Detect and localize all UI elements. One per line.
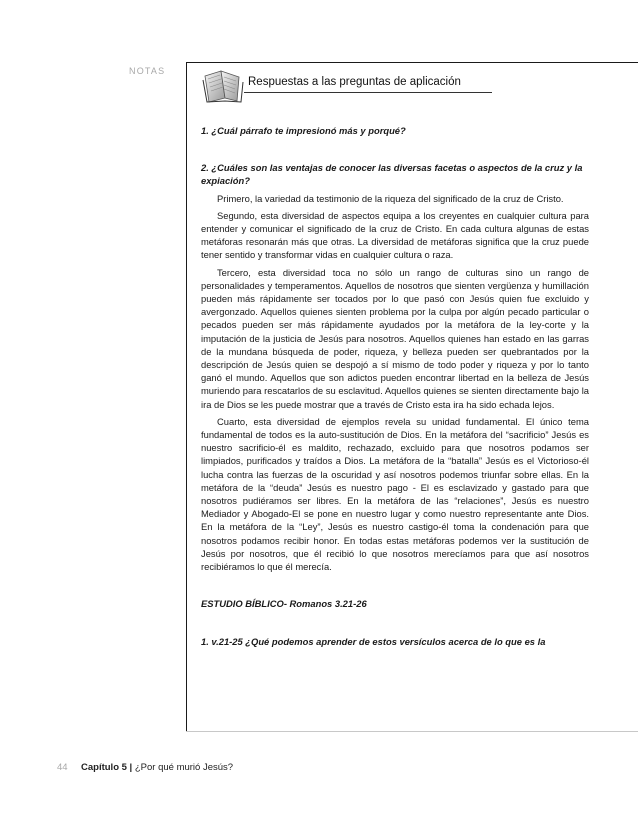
answer-paragraph-4: Cuarto, esta diversidad de ejemplos revela su unidad fundamental. El único tema fundamental de todos es la auto-sustitución de Dios. En la metáfora del “sacrificio” Jesús es nuestro sacrificio-él es maldito, rechazado, excluido para que nosotros podamos ser limpiados, purificados y traídos a Dios. La metáfora de la “batalla” Jesús es el Victorioso-él lucha contra las fuerzas de la oscuridad y así nosotros podemos triunfar sobre ellas. En la metáfora de la “deuda” Jesús es nuestro pago - El es esclavizado y gastado para que nosotros pudiéramos ser libres. En la metáfora de las “relaciones”, Jesús es nuestro Mediador y Abogado-El se pone en nuestro lugar y como nuestro representante ante Dios. En la metáfora de la “Ley”, Jesús es nuestro castigo-él toma la condenación para que nosotros podamos recibir honor. En todas estas metáforas podemos ver la sustitución de Jesús por nosotros, que él recibió lo que nosotros merecíamos para que así nosotros recibiéramos lo que él merecía.: [201, 415, 589, 573]
bible-study-heading: ESTUDIO BÍBLICO- Romanos 3.21-26: [201, 598, 367, 610]
notes-column-divider: [186, 62, 187, 731]
chapter-title: ¿Por qué murió Jesús?: [132, 762, 234, 773]
page-number: 44: [57, 762, 68, 773]
top-rule: [186, 62, 638, 63]
answer-paragraph-3: Tercero, esta diversidad toca no sólo un rango de culturas sino un rango de personalidades y temperamentos. Aquellos de nosotros que sienten vergüenza y humillación pueden más rápidamente ser tocados por lo que pasó con Jesús quien fue excluido y avergonzado. Aquellos quienes sienten problema por la culpa por algún pecado particular o pecados pueden ser más rápidamente ayudados por la metáfora de la ley-corte y la imputación de la justicia de Jesús para nosotros. Aquellos quienes han estado en las garras de la mundana búsqueda de poder, riqueza, y belleza pueden ser quebrantados por la descripción de Jesús quien se despojó a sí mismo de todo poder y riqueza y por lo tanto ganó el mundo. Aquellos que son adictos pueden encontrar libertad en la belleza de Jesús muriendo para rescatarlos de su esclavitud. Aquellos quienes se sienten directamente bajo la ira de Dios se les puede mostrar que a través de Cristo esta ira ha sido echada lejos.: [201, 266, 589, 410]
chapter-label: Capítulo 5 |: [81, 762, 133, 773]
main-content: [201, 124, 589, 648]
answer-paragraph-1: Primero, la variedad da testimonio de la riqueza del significado de la cruz de Cristo.: [217, 192, 564, 204]
bottom-rule: [186, 731, 638, 732]
answer-paragraph-2: Segundo, esta diversidad de aspectos equipa a los creyentes en cualquier cultura para entender y comunicar el significado de la cruz de Cristo. En cada cultura algunas de estas metáforas resonarán más que otras. La diversidad de metáforas significa que la cruz puede tener sentido y transformar vidas en cualquier cultura o raza.: [201, 209, 589, 261]
study-question-1: 1. v.21-25 ¿Qué podemos aprender de estos versículos acerca de lo que es la: [201, 635, 546, 647]
question-1: 1. ¿Cuál párrafo te impresionó más y porqué?: [201, 125, 406, 136]
section-heading: Respuestas a las preguntas de aplicación: [248, 76, 461, 88]
question-2: 2. ¿Cuáles son las ventajas de conocer las diversas facetas o aspectos de la cruz y la expiación?: [201, 162, 583, 187]
notes-margin-label: NOTAS: [129, 66, 166, 76]
chapter-footer: [81, 762, 233, 773]
open-book-icon: [201, 68, 245, 104]
heading-underline: [244, 92, 492, 93]
